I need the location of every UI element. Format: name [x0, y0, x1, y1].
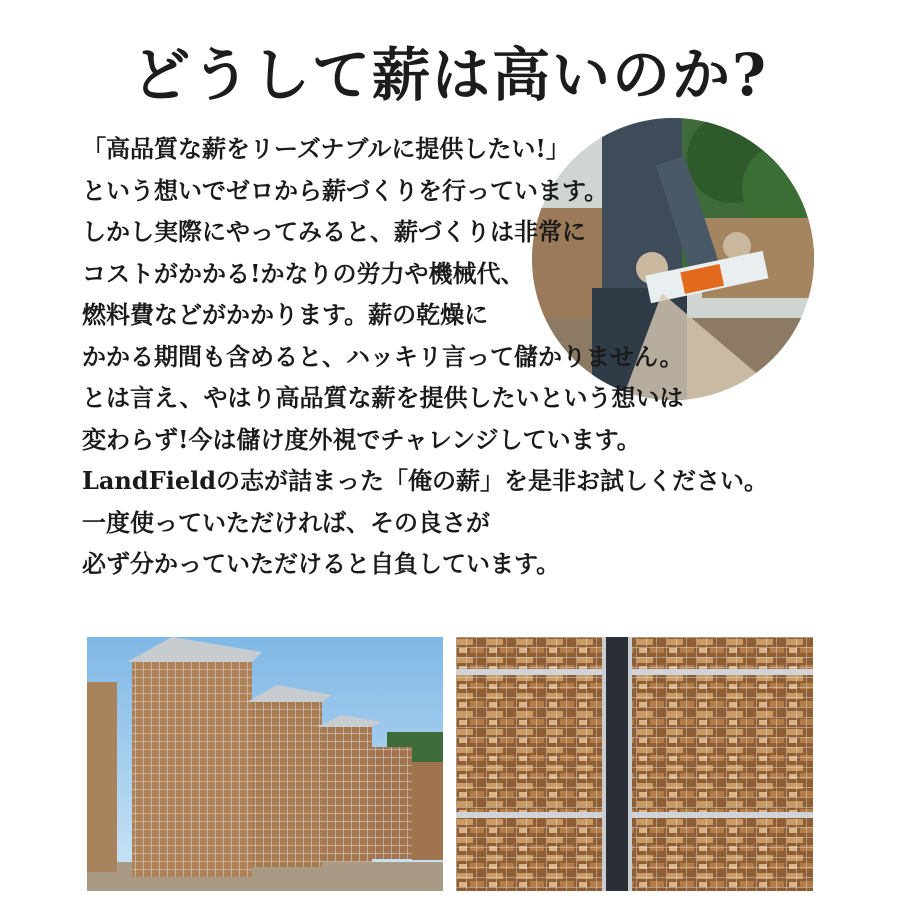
- firewood-cage-closeup-photo: [456, 637, 813, 891]
- body-line: LandFieldの志が詰まった「俺の薪」を是非お試しください。: [82, 466, 768, 495]
- body-text: [82, 128, 822, 585]
- body-line: とは言え、やはり高品質な薪を提供したいという想いは: [82, 383, 684, 412]
- body-line: という想いでゼロから薪づくりを行っています。: [82, 175, 609, 205]
- body-line: コストがかかる!かなりの労力や機械代、: [82, 258, 525, 288]
- body-line: 燃料費などがかかります。薪の乾燥に: [82, 300, 489, 329]
- page-title: どうして薪は高いのか?: [132, 41, 768, 109]
- body-line: 「高品質な薪をリーズナブルに提供したい!」: [82, 134, 570, 163]
- body-line: 変わらず!今は儲け度外視でチャレンジしています。: [82, 424, 641, 454]
- body-line: しかし実際にやってみると、薪づくりは非常に: [82, 217, 586, 246]
- body-line: かかる期間も含めると、ハッキリ言って儲かりません。: [82, 341, 684, 371]
- body-line: 必ず分かっていただけると自負しています。: [82, 549, 561, 578]
- body-line: 一度使っていただければ、その良さが: [82, 507, 490, 537]
- firewood-yard-photo: [87, 637, 443, 891]
